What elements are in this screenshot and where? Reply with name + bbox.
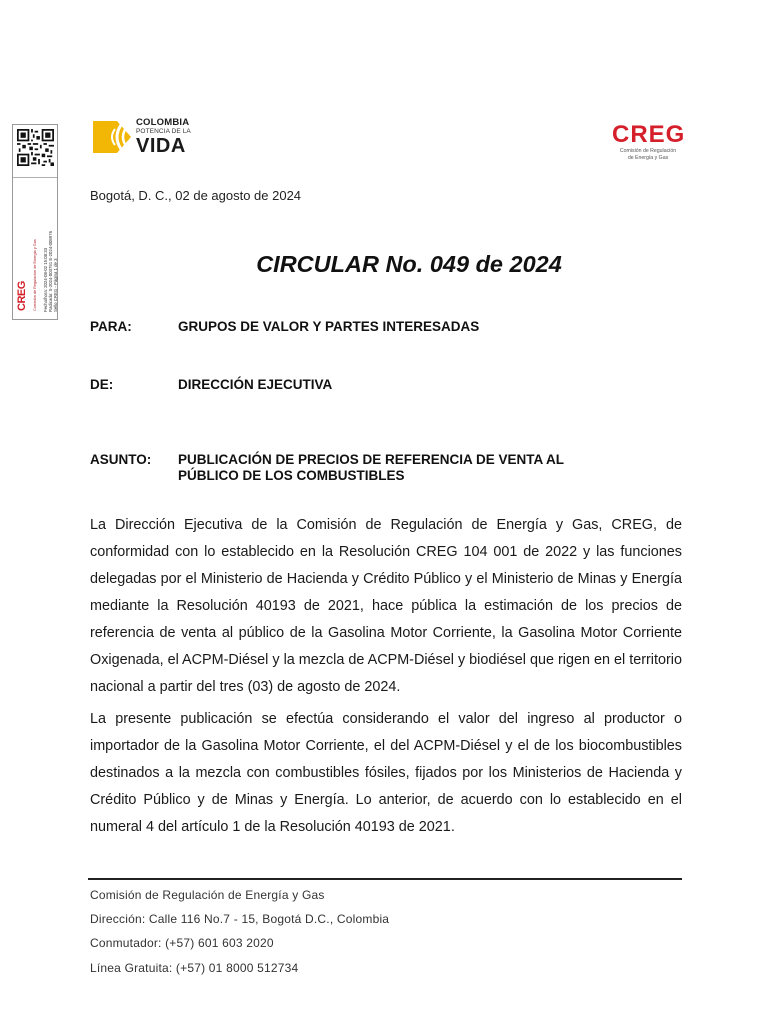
footer-divider [88,878,682,880]
stamp-line: Sello CREG - Página 1 de 3 [53,258,59,312]
colombia-vida-logo-text [136,118,191,156]
stamp-line: Radicado: S-2024-003751 E-2024-008976 [48,231,54,312]
creg-logo-wordmark: CREG [612,121,686,148]
logo-line-vida: VIDA [136,135,186,157]
creg-logo [612,122,684,166]
creg-logo-subtitle-1: Comisión de Regulación [619,148,677,154]
para-value: GRUPOS DE VALOR Y PARTES INTERESADAS [178,319,480,334]
footer-phone: Conmutador: (+57) 601 603 2020 [90,936,274,950]
asunto-line-2: PÚBLICO DE LOS COMBUSTIBLES [178,468,405,483]
asunto-label: ASUNTO: [90,452,152,467]
stamp-divider [13,177,57,178]
footer-address: Dirección: Calle 116 No.7 - 15, Bogotá D.C., Colombia [90,912,390,926]
stamp-line: Fecha/hora: 2024-08-02 15:08:33 [43,247,48,312]
footer-toll-free: Línea Gratuita: (+57) 01 8000 512734 [90,961,299,975]
document-title: CIRCULAR No. 049 de 2024 [256,251,562,277]
stamp-details [43,180,59,312]
body-paragraph-1: La Dirección Ejecutiva de la Comisión de Regulación de Energía y Gas, CREG, de conformidad con lo establecido en la Resolución CREG 104 001 de 2022 y las funciones delegadas por el Ministerio de Hacienda y Crédito Público y el Ministerio de Minas y Energía mediante la Resolución 40193 de 2021, hace pública la estimación de los precios de referencia de venta al público de la Gasolina Motor Corriente, la Gasolina Motor Corriente Oxigenada, el ACPM-Diésel y la mezcla de ACPM-Diésel y biodiésel que rigen en el territorio nacional a partir del tres (03) de agosto de 2024. [90,517,682,695]
verification-stamp [12,124,58,320]
creg-logo-subtitle-2: de Energía y Gas [627,154,669,161]
document-date: Bogotá, D. C., 02 de agosto de 2024 [90,188,302,203]
de-label: DE: [90,377,114,392]
body-paragraph-2: La presente publicación se efectúa considerando el valor del ingreso al productor o importador de la Gasolina Motor Corriente, el del ACPM-Diésel y el de los biocombustibles destinados a la mezcla con combustibles fósiles, fijados por los Ministerios de Hacienda y Crédito Público y de Minas y Energía. Lo anterior, de acuerdo con lo establecido en el numeral 4 del artículo 1 de la Resolución 40193 de 2021. [90,711,682,835]
qr-code-icon[interactable] [17,129,54,166]
footer-organization: Comisión de Regulación de Energía y Gas [90,888,325,902]
de-value: DIRECCIÓN EJECUTIVA [178,377,333,392]
logo-line-colombia: COLOMBIA [136,117,190,128]
stamp-creg-logo: CREG [16,281,28,311]
para-label: PARA: [90,319,132,334]
stamp-logo-caption: Comisión de Regulación de Energía y Gas [33,239,37,311]
asunto-line-1: PUBLICACIÓN DE PRECIOS DE REFERENCIA DE VENTA AL [178,452,565,467]
logo-line-potencia: POTENCIA DE LA [136,128,191,135]
